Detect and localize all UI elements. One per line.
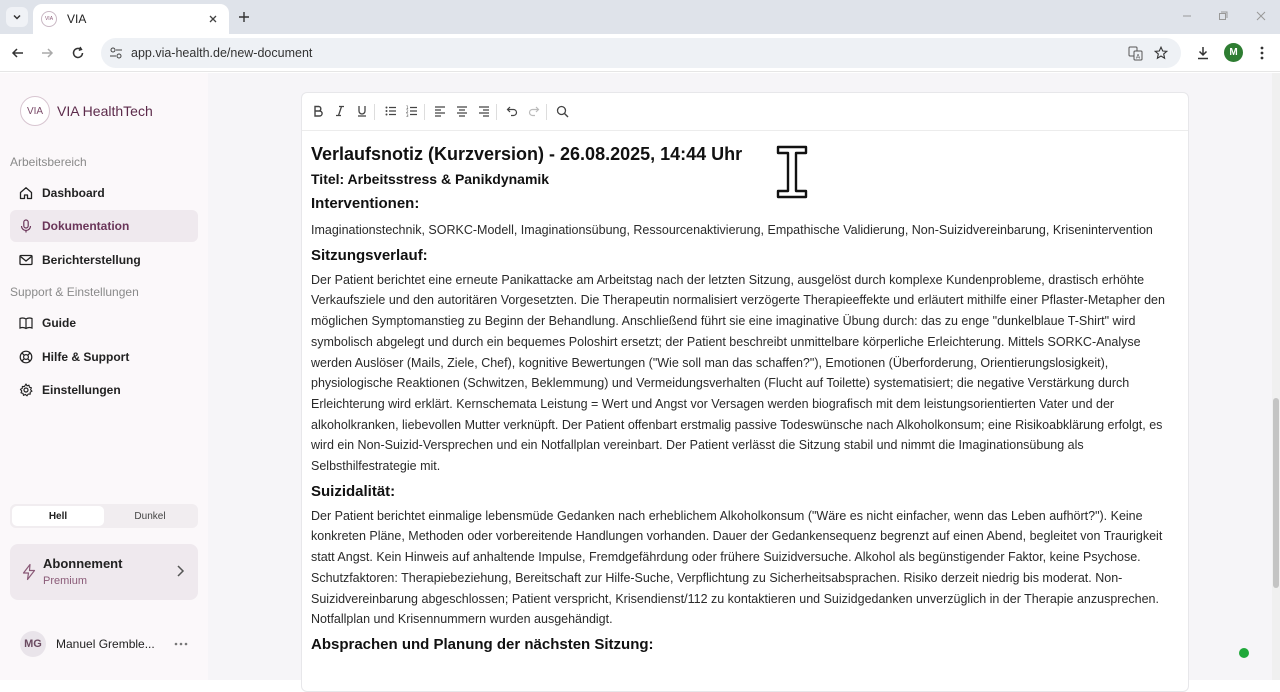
sidebar-item-label: Einstellungen <box>42 383 121 397</box>
heading-interventions: Interventionen: <box>311 195 420 212</box>
bullet-list-icon <box>385 105 397 117</box>
user-more-button[interactable] <box>170 636 192 652</box>
reload-button[interactable] <box>67 42 89 64</box>
online-status-indicator <box>1239 648 1249 658</box>
heading-suicidality: Suizidalität: <box>311 482 396 500</box>
minimize-icon <box>1182 11 1192 21</box>
more-vertical-icon <box>1260 46 1264 60</box>
page-scrollbar[interactable] <box>1272 73 1280 680</box>
sidebar-item-label: Hilfe & Support <box>42 350 130 364</box>
minimize-button[interactable] <box>1175 6 1199 26</box>
tab-title: VIA <box>67 12 87 26</box>
align-left-icon <box>434 105 446 117</box>
numbered-list-button[interactable] <box>403 102 421 120</box>
svg-text:3: 3 <box>406 112 409 117</box>
sidebar-item-berichterstellung[interactable] <box>10 244 198 276</box>
sidebar-item-dashboard[interactable] <box>10 177 198 209</box>
search-button[interactable] <box>553 102 571 120</box>
underline-icon <box>356 105 368 117</box>
download-icon <box>1196 46 1210 60</box>
scrollbar-thumb[interactable] <box>1273 398 1279 588</box>
arrow-right-icon <box>40 46 54 60</box>
heading-session-course: Sitzungsverlauf: <box>311 246 428 264</box>
chevron-down-icon <box>12 12 22 22</box>
subscription-title: Abonnement <box>43 556 123 571</box>
subscription-tier: Premium <box>43 575 88 587</box>
sidebar-item-guide[interactable] <box>10 307 198 339</box>
underline-button[interactable] <box>353 102 371 120</box>
svg-text:1: 1 <box>406 105 409 110</box>
search-icon <box>556 105 569 118</box>
toolbar-divider <box>496 104 497 120</box>
lightning-icon <box>20 563 38 581</box>
sidebar-item-label: Dashboard <box>42 186 105 200</box>
align-right-icon <box>478 105 490 117</box>
document-body[interactable] <box>311 141 1181 656</box>
text-cursor-icon <box>775 145 809 199</box>
section-label-support: Support & Einstellungen <box>10 285 139 299</box>
new-tab-button[interactable] <box>234 8 254 26</box>
lifebuoy-icon <box>18 349 34 365</box>
document-subtitle: Titel: Arbeitsstress & Panikdynamik <box>311 171 550 187</box>
bold-button[interactable] <box>309 102 327 120</box>
downloads-button[interactable] <box>1192 42 1214 64</box>
document-title: Verlaufsnotiz (Kurzversion) - 26.08.2025, 14:44 Uhr <box>311 144 743 164</box>
browser-tab-strip <box>0 0 1280 34</box>
sidebar-item-label: Berichterstellung <box>42 253 141 267</box>
brand[interactable] <box>20 96 153 126</box>
reload-icon <box>71 46 85 60</box>
restore-button[interactable] <box>1211 6 1235 26</box>
chevron-right-icon <box>173 563 187 579</box>
translate-button[interactable] <box>1127 45 1143 61</box>
italic-icon <box>334 105 346 117</box>
editor-toolbar <box>302 93 1189 131</box>
restore-icon <box>1218 11 1228 21</box>
plus-icon <box>238 11 250 23</box>
back-button[interactable] <box>7 42 29 64</box>
heading-planning: Absprachen und Planung der nächsten Sitzung: <box>311 635 654 653</box>
tab-close-button[interactable] <box>205 11 221 27</box>
undo-button[interactable] <box>503 102 521 120</box>
toolbar-divider <box>424 104 425 120</box>
theme-dark-option[interactable]: Dunkel <box>134 510 166 522</box>
forward-button[interactable] <box>36 42 58 64</box>
sidebar-item-label: Dokumentation <box>42 219 130 233</box>
tab-favicon: VIA <box>41 11 57 27</box>
main-content <box>208 73 1272 680</box>
bold-icon <box>312 105 324 117</box>
close-icon <box>208 14 218 24</box>
star-icon <box>1154 46 1168 60</box>
brand-name: VIA HealthTech <box>57 103 153 119</box>
toolbar-divider <box>374 104 375 120</box>
browser-menu-button[interactable] <box>1251 42 1273 64</box>
redo-icon <box>528 105 540 117</box>
bullet-list-button[interactable] <box>382 102 400 120</box>
address-bar[interactable] <box>101 38 1181 68</box>
document-editor <box>301 92 1189 692</box>
home-icon <box>18 185 34 201</box>
window-close-button[interactable] <box>1249 6 1273 26</box>
book-icon <box>18 315 34 331</box>
italic-button[interactable] <box>331 102 349 120</box>
section-label-workspace: Arbeitsbereich <box>10 155 87 169</box>
profile-avatar[interactable]: M <box>1224 43 1243 62</box>
app-sidebar <box>0 73 208 680</box>
svg-text:A: A <box>1135 53 1140 60</box>
browser-tab[interactable] <box>33 4 229 34</box>
translate-icon <box>1128 46 1143 61</box>
avatar: MG <box>20 631 46 657</box>
sidebar-item-einstellungen[interactable] <box>10 374 198 406</box>
align-center-icon <box>456 105 468 117</box>
arrow-left-icon <box>11 46 25 60</box>
microphone-icon <box>18 218 34 234</box>
numbered-list-icon <box>406 105 418 117</box>
browser-toolbar <box>0 34 1280 72</box>
svg-text:2: 2 <box>406 109 409 114</box>
mail-icon <box>18 252 34 268</box>
align-right-button[interactable] <box>475 102 493 120</box>
paragraph-suicidality: Der Patient berichtet einmalige lebensmüde Gedanken nach erheblichem Alkoholkonsum ("Wäre es nicht einfacher, wenn das Leben aufhört?"). Keine konkreten Pläne, Methoden oder vorbereitende Handlungen vorhanden. Dauer der Gedankensequenz begrenzt auf einen Abend, begleitet von Traurigkeit statt Angst. Kein Hinweis auf anhaltende Impulse, Fremdgefährdung oder frühere Suizidversuche. Alkohol als begünstigender Faktor, keine Psychose. Schutzfaktoren: Therapiebeziehung, Bereitschaft zur Hilfe-Suche, Verpflichtung zu Sicherheitsabsprachen. Risiko derzeit niedrig bis moderat. Non-Suizidvereinbarung abgeschlossen; Patient verspricht, Krisendienst/112 zu kontaktieren und Suizidgedanken unverzüglich in der Therapie anzusprechen. Notfallplan und Krisennummern wurden ausgehändigt. <box>311 508 1163 627</box>
user-name: Manuel Gremble... <box>56 637 155 651</box>
bookmark-button[interactable] <box>1153 45 1169 61</box>
paragraph-interventions: Imaginationstechnik, SORKC-Modell, Imaginationsübung, Ressourcenaktivierung, Empathische Validierung, Non-Suizidvereinbarung, Krisenintervention <box>311 223 1153 237</box>
brand-logo: VIA <box>20 96 50 126</box>
sidebar-item-hilfe-support[interactable] <box>10 341 198 373</box>
sidebar-item-dokumentation[interactable] <box>10 210 198 242</box>
theme-light-option[interactable]: Hell <box>12 506 104 526</box>
undo-icon <box>506 105 518 117</box>
close-icon <box>1256 11 1266 21</box>
gear-icon <box>18 382 34 398</box>
paragraph-session-course: Der Patient berichtet eine erneute Panikattacke am Arbeitstag nach der letzten Sitzung, ausgelöst durch komplexe Kundenprobleme, drastisch erhöhte Verkaufsziele und den autoritären Vorgesetzten. Die Therapeutin normalisiert verzögerte Therapieeffekte und erläutert mithilfe einer Pflaster-Metapher den möglichen Symptomanstieg zu Beginn der Behandlung. Anschließend führt sie eine imaginative Übung durch: das zu enge "dunkelblaue T-Shirt" wird symbolisch abgelegt und durch ein bequemes Poloshirt ersetzt; der Patient beschreibt unmittelbare körperliche Erleichterung. Mittels SORKC-Analyse werden Auslöser (Mails, Ziele, Chef), kognitive Bewertungen ("Wie soll man das schaffen?"), Emotionen (Überforderung, Orientierungslosigkeit), physiologische Reaktionen (Schwitzen, Beklemmung) und Vermeidungsverhalten (Flucht auf Toilette) systematisiert; die negative Verstärkung durch Erleichterung wird erklärt. Kernschemata Leistung = Wert und Angst vor Versagen werden biografisch mit dem leistungsorientierten Vater und der alkoholkranken, liebevollen Mutter verknüpft. Der Patient offenbart erstmalig passive Todeswünsche nach Alkoholkonsum; eine Risikoabklärung erfolgt, es wird ein Non-Suizid-Versprechen und ein Notfallplan vereinbart. Der Patient verlässt die Sitzung stabil und nimmt die Imaginationsübung als Selbsthilfestrategie mit. <box>311 272 1165 474</box>
url-text: app.via-health.de/new-document <box>131 46 313 60</box>
tab-search-button[interactable] <box>6 7 28 27</box>
user-profile[interactable] <box>10 628 198 660</box>
more-horizontal-icon <box>174 642 188 646</box>
toolbar-divider <box>546 104 547 120</box>
subscription-card[interactable] <box>10 544 198 600</box>
align-center-button[interactable] <box>453 102 471 120</box>
site-settings-icon[interactable] <box>109 46 123 60</box>
redo-button[interactable] <box>525 102 543 120</box>
align-left-button[interactable] <box>431 102 449 120</box>
theme-toggle <box>10 504 198 528</box>
sidebar-item-label: Guide <box>42 316 77 330</box>
